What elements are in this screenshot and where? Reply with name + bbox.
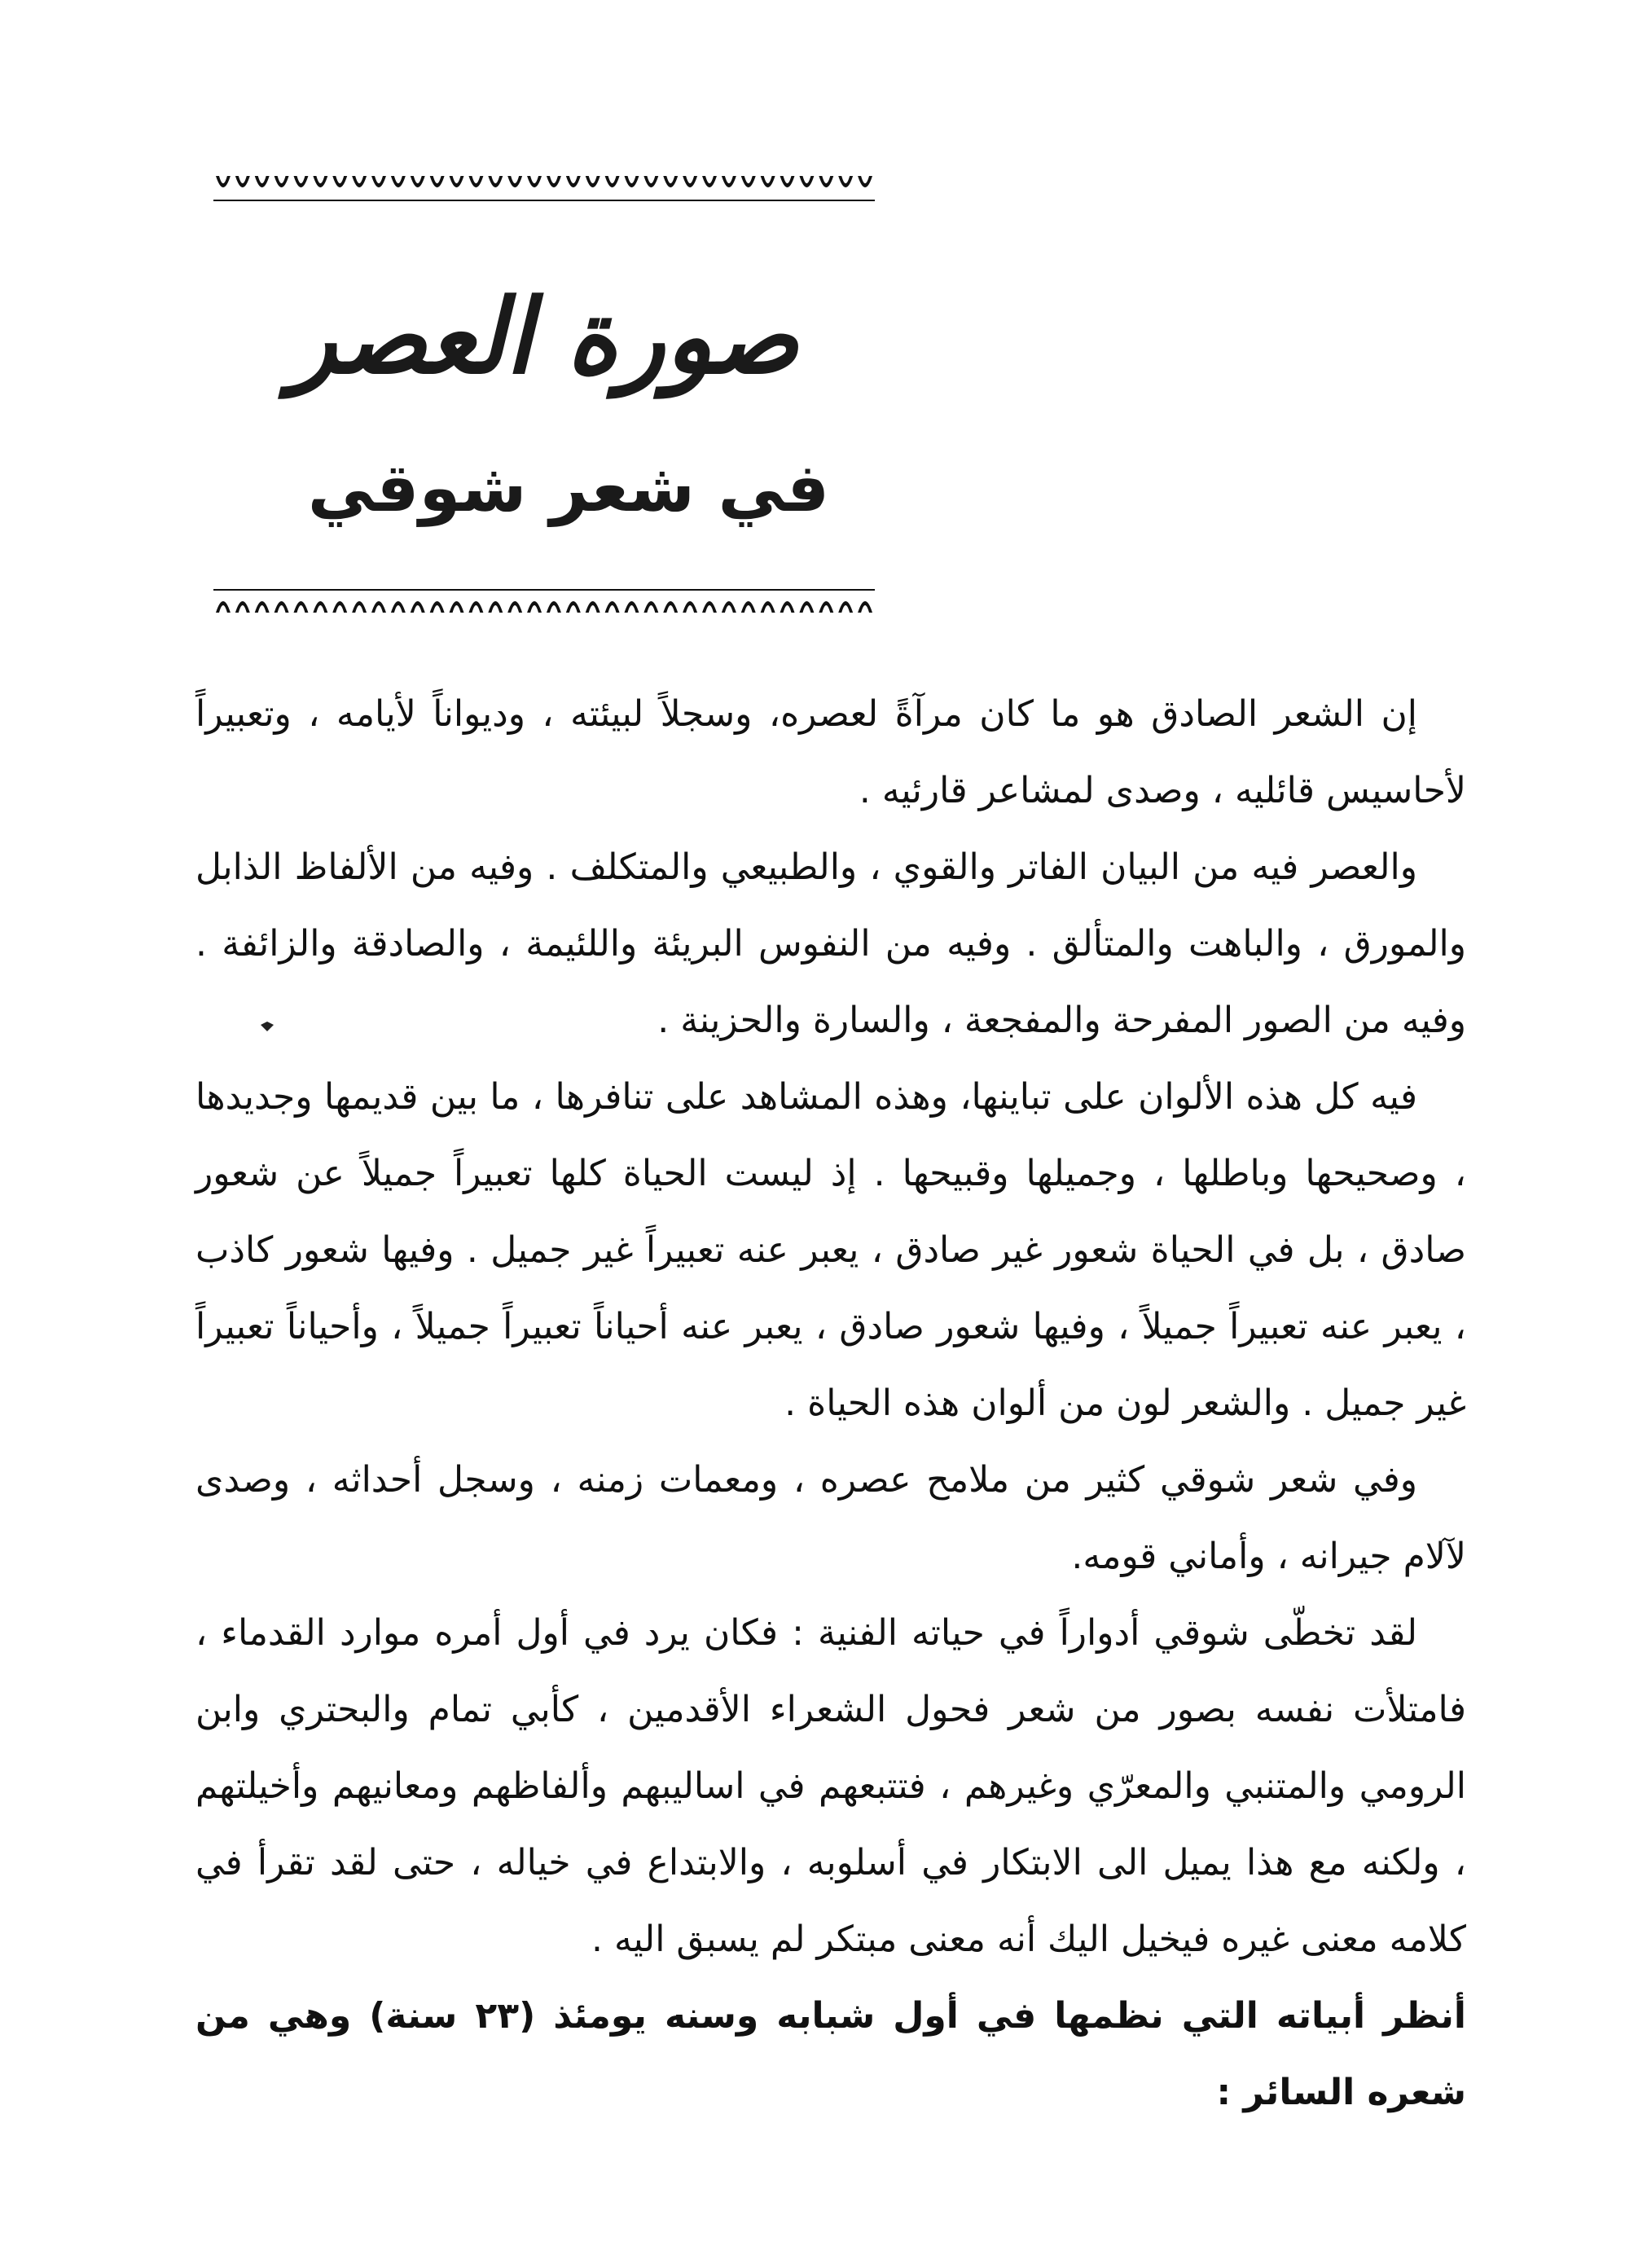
ornament-tooth: [683, 601, 697, 613]
ornament-tooth: [235, 176, 250, 187]
ornament-tooth: [722, 176, 736, 187]
ornament-tooth: [761, 601, 775, 613]
paragraph: والعصر فيه من البيان الفاتر والقوي ، والطبيعي والمتكلف . وفيه من الألفاظ الذابل والمورق ، والباهت والمتألق . وفيه من النفوس البريئة واللئيمة ، والصادقة والزائفة . وفيه من الصور المفرحة والمفجعة ، والسارة والحزينة .: [195, 846, 1466, 1041]
ornament-tooth: [468, 601, 483, 613]
ornament-tooth: [547, 176, 561, 187]
ornament-tooth: [313, 601, 327, 613]
ornament-tooth: [507, 601, 522, 613]
ornament-tooth: [741, 601, 756, 613]
ornament-tooth: [722, 601, 736, 613]
ornament-tooth: [274, 601, 289, 613]
ornament-tooth: [799, 176, 814, 187]
ornament-tooth: [586, 176, 600, 187]
ornament-tooth: [663, 601, 678, 613]
ornament-tooth: [371, 176, 386, 187]
ornament-tooth: [450, 176, 464, 187]
ornament-tooth: [352, 601, 367, 613]
ornament-tooth: [255, 601, 270, 613]
ornament-tooth: [450, 601, 464, 613]
ornament-tooth: [625, 176, 639, 187]
ornament-tooth: [702, 176, 717, 187]
paragraph: إن الشعر الصادق هو ما كان مرآةً لعصره، وسجلاً لبيئته ، وديواناً لأيامه ، وتعبيراً لأحاسيس قائليه ، وصدى لمشاعر قارئيه .: [195, 693, 1466, 811]
ornament-tooth: [819, 176, 833, 187]
ornament-tooth: [371, 601, 386, 613]
ornament-tooth: [819, 601, 833, 613]
ornament-tooth: [780, 176, 795, 187]
ornament-tooth: [586, 601, 600, 613]
bottom-ornament-border: [213, 585, 875, 618]
ornament-tooth: [274, 176, 289, 187]
ornament-tooth: [391, 176, 406, 187]
ornament-tooth: [683, 176, 697, 187]
bottom-ornament-icon: [213, 585, 875, 618]
paragraph: وفي شعر شوقي كثير من ملامح عصره ، ومعمات زمنه ، وسجل أحداثه ، وصدى لآلام جيرانه ، وأماني قومه.: [195, 1459, 1466, 1577]
ornament-tooth: [702, 601, 717, 613]
ornament-tooth: [566, 601, 581, 613]
ornament-tooth: [741, 176, 756, 187]
paragraph: لقد تخطّى شوقي أدواراً في حياته الفنية : فكان يرد في أول أمره موارد القدماء ، فامتلأت نفسه بصور من شعر فحول الشعراء الأقدمين ، كأبي تمام والبحتري وابن الرومي والمتنبي والمعرّي وغيرهم ، فتتبعهم في اساليبهم وألفاظهم ومعانيهم وأخيلتهم ، ولكنه مع هذا يميل الى الابتكار في أسلوبه ، والابتداع في خياله ، حتى لقد تقرأ في كلامه معنى غيره فيخيل اليك أنه معنى مبتكر لم يسبق اليه .: [195, 1612, 1466, 1960]
ornament-tooth: [761, 176, 775, 187]
ornament-tooth: [430, 176, 445, 187]
ornament-tooth: [605, 601, 620, 613]
article-body: [195, 676, 1466, 2131]
ornament-tooth: [411, 176, 425, 187]
ornament-tooth: [605, 176, 620, 187]
ornament-tooth: [838, 176, 853, 187]
ornament-tooth: [643, 176, 658, 187]
ornament-tooth: [294, 176, 309, 187]
ornament-tooth: [216, 601, 231, 613]
ornament-tooth: [858, 176, 872, 187]
ornament-tooth: [411, 601, 425, 613]
ornament-tooth: [391, 601, 406, 613]
ornament-tooth: [625, 601, 639, 613]
ornament-tooth: [488, 176, 503, 187]
ornament-tooth: [332, 176, 347, 187]
ornament-tooth: [663, 176, 678, 187]
ornament-tooth: [527, 601, 542, 613]
ornament-tooth: [332, 601, 347, 613]
ornament-tooth: [838, 601, 853, 613]
chapter-title: صورة العصر: [289, 278, 799, 398]
ornament-tooth: [488, 601, 503, 613]
ornament-tooth: [799, 601, 814, 613]
ornament-tooth: [507, 176, 522, 187]
ornament-tooth: [430, 601, 445, 613]
paragraph: فيه كل هذه الألوان على تباينها، وهذه المشاهد على تنافرها ، ما بين قديمها وجديدها ، وصحيحها وباطلها ، وجميلها وقبيحها . إذ ليست الحياة كلها تعبيراً جميلاً عن شعور صادق ، بل في الحياة شعور غير صادق ، يعبر عنه تعبيراً غير جميل . وفيها شعور كاذب ، يعبر عنه تعبيراً جميلاً ، وفيها شعور صادق ، يعبر عنه أحياناً تعبيراً جميلاً ، وأحياناً تعبيراً غير جميل . والشعر لون من ألوان هذه الحياة .: [195, 1076, 1466, 1424]
ornament-tooth: [313, 176, 327, 187]
top-ornament-icon: [213, 171, 875, 204]
ornament-tooth: [547, 601, 561, 613]
ornament-tooth: [780, 601, 795, 613]
ornament-tooth: [255, 176, 270, 187]
ornament-tooth: [235, 601, 250, 613]
ornament-tooth: [352, 176, 367, 187]
top-ornament-border: [213, 171, 875, 204]
ornament-tooth: [294, 601, 309, 613]
ornament-tooth: [566, 176, 581, 187]
chapter-subtitle: في شعر شوقي: [307, 450, 830, 527]
ornament-tooth: [858, 601, 872, 613]
ornament-tooth: [527, 176, 542, 187]
ornament-tooth: [643, 601, 658, 613]
ornament-tooth: [468, 176, 483, 187]
ornament-tooth: [216, 176, 231, 187]
paragraph: أنظر أبياته التي نظمها في أول شبابه وسنه يومئذ (٢٣ سنة) وهي من شعره السائر :: [195, 1995, 1466, 2113]
